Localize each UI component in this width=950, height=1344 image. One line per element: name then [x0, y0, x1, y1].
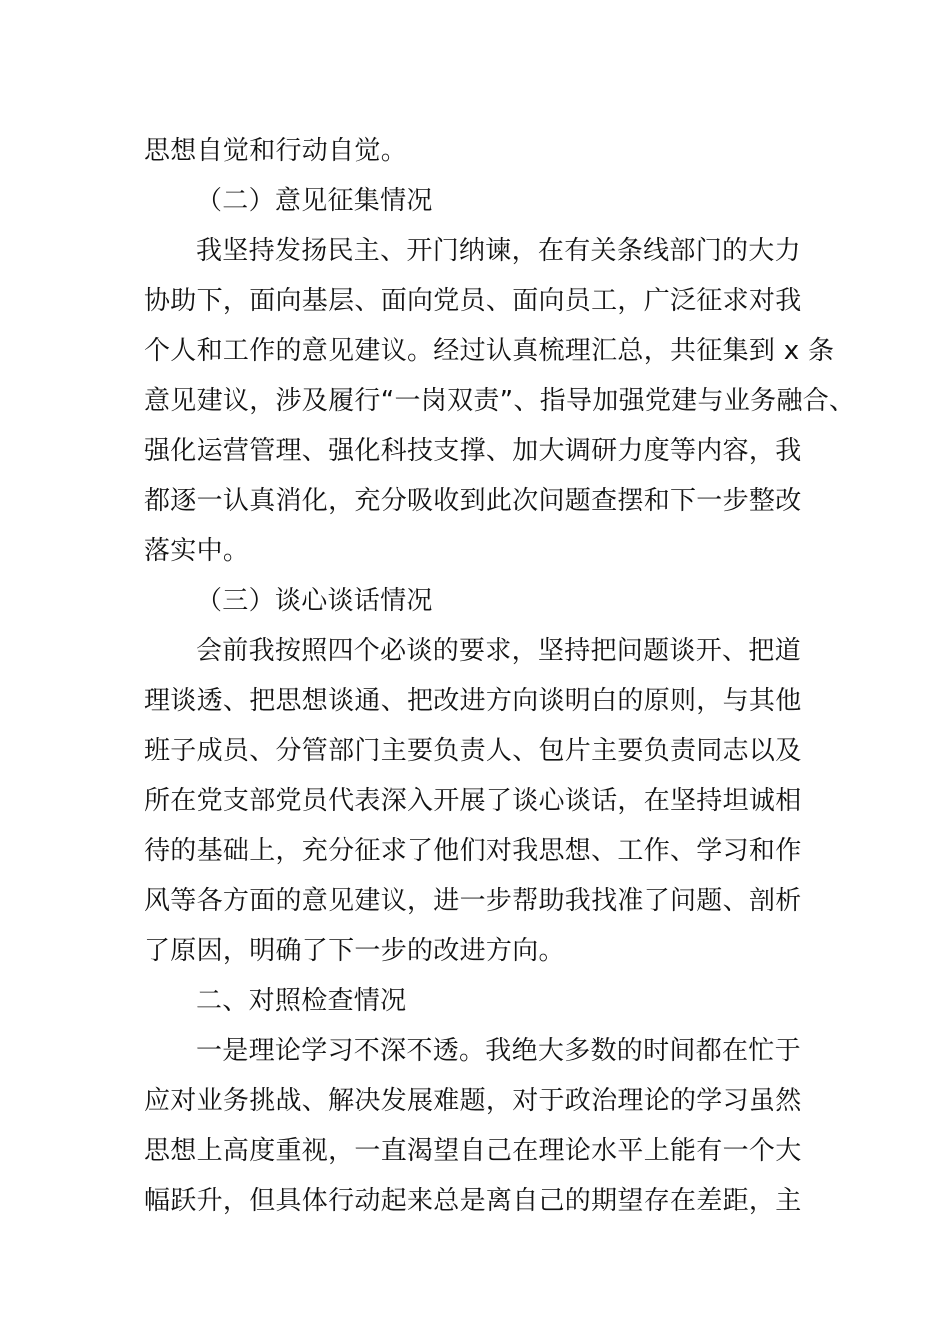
- body-text-line: 思想自觉和行动自觉。: [144, 136, 408, 166]
- body-text-line: 落实中。: [144, 536, 250, 566]
- body-text-line: 我坚持发扬民主、开门纳谏，在有关条线部门的大力: [196, 236, 801, 266]
- body-text-line: 理谈透、把思想谈通、把改进方向谈明白的原则，与其他: [144, 686, 802, 716]
- section-heading-heart-to-heart-talks: （三）谈心谈话情况: [196, 586, 433, 616]
- body-text-line: 幅跃升，但具体行动起来总是离自己的期望存在差距，主: [144, 1186, 802, 1216]
- body-text-line: 班子成员、分管部门主要负责人、包片主要负责同志以及: [144, 736, 802, 766]
- section-heading-self-examination: 二、对照检查情况: [196, 986, 407, 1016]
- body-text-line: 风等各方面的意见建议，进一步帮助我找准了问题、剖析: [144, 886, 802, 916]
- body-text-line: 会前我按照四个必谈的要求，坚持把问题谈开、把道: [196, 636, 801, 666]
- body-text-line: 待的基础上，充分征求了他们对我思想、工作、学习和作: [144, 836, 802, 866]
- body-text-line: 一是理论学习不深不透。我绝大多数的时间都在忙于: [196, 1036, 801, 1066]
- body-text-line: 应对业务挑战、解决发展难题，对于政治理论的学习虽然: [144, 1086, 802, 1116]
- body-text-line: 思想上高度重视，一直渴望自己在理论水平上能有一个大: [144, 1136, 802, 1166]
- body-text-line: 意见建议，涉及履行“一岗双责”、指导加强党建与业务融合、: [144, 386, 856, 416]
- section-heading-opinion-collection: （二）意见征集情况: [196, 186, 433, 216]
- body-text-line: 所在党支部党员代表深入开展了谈心谈话，在坚持坦诚相: [144, 786, 802, 816]
- body-text-line: 了原因，明确了下一步的改进方向。: [144, 936, 565, 966]
- body-text-line: 都逐一认真消化，充分吸收到此次问题查摆和下一步整改: [144, 486, 802, 516]
- body-text-line: 强化运营管理、强化科技支撑、加大调研力度等内容，我: [144, 436, 802, 466]
- body-text-line: 个人和工作的意见建议。经过认真梳理汇总，共征集到 x 条: [144, 336, 835, 366]
- body-text-line: 协助下，面向基层、面向党员、面向员工，广泛征求对我: [144, 286, 802, 316]
